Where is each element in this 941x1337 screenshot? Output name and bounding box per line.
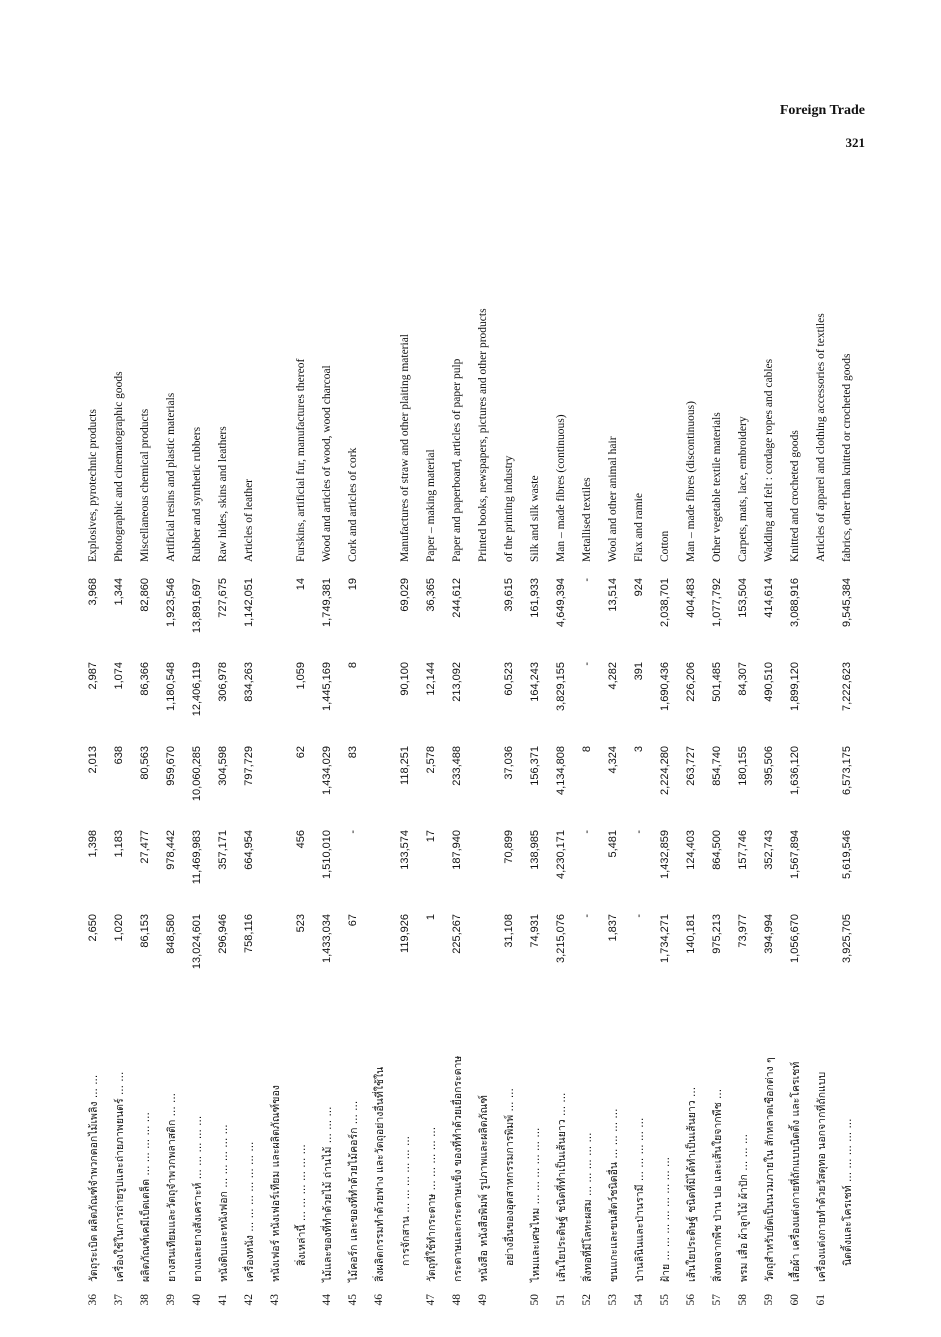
row-code: 57 — [711, 1294, 723, 1306]
thai-description: วัตถุสำหรับยัดเป็นนวมภายใน สักหลาดเชือกต่าง ๆ — [763, 1057, 776, 1282]
thai-description: อย่างอื่นของอุตสาหกรรมการพิมพ์ ... ... — [503, 1088, 516, 1266]
value-cell: 80,563 — [139, 746, 151, 780]
table-row — [600, 180, 626, 1320]
value-cell: 1,074 — [113, 662, 125, 690]
table-row — [730, 180, 756, 1320]
table-row — [418, 180, 444, 1320]
row-code: 56 — [685, 1294, 697, 1306]
value-cell: 8 — [581, 746, 593, 753]
thai-description: กระดาษและกระดาษแข็ง ของที่ทำด้วยเยื่อกระดาษ — [451, 1055, 464, 1282]
value-cell — [366, 658, 392, 742]
table-row — [782, 180, 808, 1320]
english-description: fabrics, other than knitted or crocheted goods — [841, 353, 853, 562]
thai-description: หนังเฟอร์ หนังเฟอร์เทียม และผลิตภัณฑ์ของ — [269, 1085, 282, 1282]
value-cell: 153,504 — [737, 578, 749, 618]
value-cell: 17 — [425, 830, 437, 843]
value-cell: 161,933 — [529, 578, 541, 618]
table-row — [236, 180, 262, 1320]
value-cell: 975,213 — [711, 914, 723, 954]
value-cell — [470, 574, 496, 658]
english-description: Miscellaneous chemical products — [139, 408, 151, 562]
table-row — [548, 180, 574, 1320]
value-cell: 414,614 — [763, 578, 775, 618]
value-cell: 2,987 — [87, 662, 99, 690]
table-row — [652, 180, 678, 1320]
value-cell: 37,036 — [503, 746, 515, 780]
value-cell — [470, 826, 496, 910]
thai-description: หนังดิบและหนังฟอก ... ... ... ... ... — [217, 1124, 230, 1282]
thai-description: เครื่องใช้ในการถ่ายรูปและถ่ายภาพยนตร์ ... ... — [113, 1071, 126, 1282]
thai-description: หนังสือ หนังสือพิมพ์ รูปภาพและผลิตภัณฑ์ — [477, 1095, 490, 1282]
value-cell: 13,514 — [607, 578, 619, 612]
thai-description: สิ่งผลิตกรรมทำด้วยฟาง และวัตถุอย่างอื่นที่ใช้ใน — [373, 1066, 386, 1282]
table-row — [626, 180, 652, 1320]
value-cell: 4,324 — [607, 746, 619, 774]
table-row — [704, 180, 730, 1320]
value-cell: 36,365 — [425, 578, 437, 612]
value-cell: 352,743 — [763, 830, 775, 870]
value-cell: 2,013 — [87, 746, 99, 774]
value-cell: 84,307 — [737, 662, 749, 696]
value-cell: 727,675 — [217, 578, 229, 618]
english-description: Furskins, artificial fur, manufactures thereof — [295, 358, 307, 562]
row-code: 43 — [269, 1294, 281, 1306]
value-cell: 4,230,171 — [555, 830, 567, 879]
thai-description: เส้นใยประดิษฐ์ ชนิดที่ทำเป็นเส้นยาว ... ... — [555, 1092, 568, 1282]
thai-description: เครื่องหนัง ... ... ... ... ... ... ... — [243, 1141, 256, 1282]
english-description: Flax and ramie — [633, 493, 645, 562]
page-number: 321 — [845, 135, 865, 150]
value-cell: 864,500 — [711, 830, 723, 870]
row-code: 44 — [321, 1294, 333, 1306]
value-cell — [262, 658, 288, 742]
value-cell: 4,282 — [607, 662, 619, 690]
row-code: 38 — [139, 1294, 151, 1306]
value-cell: 4,649,394 — [555, 578, 567, 627]
table-row — [158, 180, 184, 1320]
foreign-trade-table — [80, 180, 860, 1320]
value-cell: 1,344 — [113, 578, 125, 606]
table-row — [340, 180, 366, 1320]
value-cell: 9,545,384 — [841, 578, 853, 627]
value-cell: 124,403 — [685, 830, 697, 870]
value-cell: 213,092 — [451, 662, 463, 702]
value-cell: 11,469,983 — [191, 830, 203, 885]
value-cell: 138,985 — [529, 830, 541, 870]
value-cell: 959,670 — [165, 746, 177, 786]
table-row — [756, 180, 782, 1320]
value-cell: 1,432,859 — [659, 830, 671, 879]
value-cell — [366, 574, 392, 658]
thai-description: ป่านลินินและป่านรามี ... ... ... ... ... — [633, 1117, 646, 1282]
row-code: 54 — [633, 1294, 645, 1306]
value-cell: 90,100 — [399, 662, 411, 696]
english-description: Wadding and felt : cordage ropes and cables — [763, 358, 775, 562]
value-cell: 74,931 — [529, 914, 541, 948]
value-cell: 3,968 — [87, 578, 99, 606]
value-cell: 12,406,119 — [191, 662, 203, 717]
value-cell: 156,371 — [529, 746, 541, 786]
row-code: 40 — [191, 1294, 203, 1306]
value-cell: 306,978 — [217, 662, 229, 702]
value-cell: - — [633, 914, 645, 918]
row-code: 46 — [373, 1294, 385, 1306]
table-row — [574, 180, 600, 1320]
row-code — [496, 1286, 522, 1320]
value-cell: 244,612 — [451, 578, 463, 618]
value-cell: 456 — [295, 830, 307, 849]
value-cell: 664,954 — [243, 830, 255, 870]
value-cell: 226,206 — [685, 662, 697, 702]
row-code — [834, 1286, 860, 1320]
english-description: Explosives, pyrotechnic products — [87, 409, 99, 562]
value-cell — [366, 742, 392, 826]
english-description: Metallised textiles — [581, 477, 593, 562]
table-row — [496, 180, 522, 1320]
row-code: 55 — [659, 1294, 671, 1306]
table-row — [678, 180, 704, 1320]
english-description: Raw hides, skins and leathers — [217, 426, 229, 562]
thai-description: สิ่งทอที่มีโลหะผสม ... ... ... ... ... — [581, 1132, 594, 1282]
thai-description: ไม้คอร์ก และของที่ทำด้วยไม้คอร์ก ... ... — [347, 1100, 360, 1282]
thai-description: วัตถุที่ใช้ทำกระดาษ ... ... ... ... ... — [425, 1126, 438, 1282]
value-cell: 62 — [295, 746, 307, 759]
value-cell: 8 — [347, 662, 359, 669]
value-cell: 1,636,120 — [789, 746, 801, 795]
value-cell: 1,398 — [87, 830, 99, 858]
value-cell: 69,029 — [399, 578, 411, 612]
row-code: 59 — [763, 1294, 775, 1306]
value-cell — [470, 658, 496, 742]
value-cell: 1,433,034 — [321, 914, 333, 963]
value-cell: 6,573,175 — [841, 746, 853, 795]
value-cell: 2,650 — [87, 914, 99, 942]
value-cell: 83 — [347, 746, 359, 759]
table-row — [444, 180, 470, 1320]
value-cell: 638 — [113, 746, 125, 765]
table-row — [184, 180, 210, 1320]
row-code: 41 — [217, 1294, 229, 1306]
value-cell: 119,926 — [399, 914, 411, 953]
value-cell: 3,215,076 — [555, 914, 567, 963]
value-cell: 924 — [633, 578, 645, 597]
row-code: 42 — [243, 1294, 255, 1306]
value-cell: 39,615 — [503, 578, 515, 612]
english-description: Carpets, mats, lace, embroidery — [737, 416, 749, 562]
thai-description: ไม้และของที่ทำด้วยไม้ ถ่านไม้ ... ... ... — [321, 1106, 334, 1282]
value-cell: 391 — [633, 662, 645, 681]
value-cell: 1,059 — [295, 662, 307, 690]
value-cell — [808, 742, 834, 826]
value-cell: 2,224,280 — [659, 746, 671, 795]
row-code: 47 — [425, 1294, 437, 1306]
table-row — [132, 180, 158, 1320]
table-row — [262, 180, 288, 1320]
value-cell — [808, 910, 834, 994]
value-cell: 19 — [347, 578, 359, 591]
value-cell: 13,024,601 — [191, 914, 203, 970]
value-cell: 5,619,546 — [841, 830, 853, 879]
value-cell: 70,899 — [503, 830, 515, 864]
value-cell: 1 — [425, 914, 437, 921]
value-cell: 157,746 — [737, 830, 749, 870]
value-cell: 10,060,285 — [191, 746, 203, 802]
value-cell: 7,222,623 — [841, 662, 853, 711]
table-row — [288, 180, 314, 1320]
row-code: 50 — [529, 1294, 541, 1306]
english-description: of the printing industry — [503, 455, 515, 562]
english-description: Printed books, newspapers, pictures and other products — [477, 308, 489, 562]
english-description: Wool and other animal hair — [607, 436, 619, 562]
value-cell: 12,144 — [425, 662, 437, 696]
value-cell: 3,829,155 — [555, 662, 567, 711]
value-cell: 357,171 — [217, 830, 229, 870]
thai-description: ไหมและเศษไหม ... ... ... ... ... ... — [529, 1127, 542, 1282]
row-code: 58 — [737, 1294, 749, 1306]
value-cell: - — [581, 914, 593, 918]
english-description: Cotton — [659, 530, 671, 562]
value-cell: 118,251 — [399, 746, 411, 785]
value-cell: - — [581, 662, 593, 666]
english-description: Wood and articles of wood, wood charcoal — [321, 365, 333, 562]
value-cell: 394,994 — [763, 914, 775, 954]
page-header-title: Foreign Trade — [779, 103, 865, 118]
value-cell: 1,734,271 — [659, 914, 671, 963]
table-row — [366, 180, 392, 1320]
row-code: 39 — [165, 1294, 177, 1306]
value-cell: 180,155 — [737, 746, 749, 786]
value-cell: 848,580 — [165, 914, 177, 954]
english-description: Rubber and synthetic rubbers — [191, 426, 203, 562]
value-cell: 304,598 — [217, 746, 229, 786]
thai-description: เส้นใยประดิษฐ์ ชนิดที่มิได้ทำเป็นเส้นยาว ... — [685, 1086, 698, 1282]
row-code: 52 — [581, 1294, 593, 1306]
row-code: 48 — [451, 1294, 463, 1306]
thai-description: ยางสนเทียมและวัตถุจำพวกพลาสติก ... ... — [165, 1092, 178, 1282]
thai-description: การจักสาน ... ... ... ... ... ... — [399, 1136, 412, 1266]
value-cell — [262, 826, 288, 910]
english-description: Photographic and cinematographic goods — [113, 371, 125, 562]
value-cell: 13,891,697 — [191, 578, 203, 634]
table-row — [106, 180, 132, 1320]
table-row — [314, 180, 340, 1320]
value-cell: 1,142,051 — [243, 578, 255, 627]
value-cell — [262, 742, 288, 826]
table-row — [470, 180, 496, 1320]
value-cell — [366, 826, 392, 910]
value-cell: 82,860 — [139, 578, 151, 612]
value-cell: 404,483 — [685, 578, 697, 618]
value-cell: 501,485 — [711, 662, 723, 702]
value-cell: 1,510,010 — [321, 830, 333, 879]
value-cell: 3,925,705 — [841, 914, 853, 963]
row-code: 49 — [477, 1294, 489, 1306]
thai-description: วัตถุระเบิด ผลิตภัณฑ์จำพวกดอกไม้เพลิง ... ... — [87, 1074, 100, 1282]
value-cell: 1,899,120 — [789, 662, 801, 711]
value-cell: 27,477 — [139, 830, 151, 864]
value-cell: 233,488 — [451, 746, 463, 786]
value-cell: 1,434,029 — [321, 746, 333, 795]
value-cell: 140,181 — [685, 914, 697, 954]
thai-description: นิตติ้งและโครเชท์ ... ... ... ... ... — [841, 1118, 854, 1266]
value-cell: - — [633, 830, 645, 834]
value-cell: 490,510 — [763, 662, 775, 702]
thai-description: สิ่งเหล่านี้ ... ... ... ... ... ... — [295, 1144, 308, 1266]
value-cell: 1,020 — [113, 914, 125, 942]
english-description: Man – made fibres (continuous) — [555, 414, 567, 562]
value-cell: 133,574 — [399, 830, 411, 870]
value-cell: 1,923,546 — [165, 578, 177, 627]
value-cell: 3 — [633, 746, 645, 753]
english-description: Silk and silk waste — [529, 475, 541, 562]
row-code — [392, 1286, 418, 1320]
row-code: 45 — [347, 1294, 359, 1306]
value-cell: 523 — [295, 914, 307, 933]
thai-description: พรม เสื่อ ผ้าลูกไม้ ผ้าปัก ... ... ... — [737, 1134, 750, 1282]
value-cell: 978,442 — [165, 830, 177, 870]
row-code: 36 — [87, 1294, 99, 1306]
english-description: Cork and articles of cork — [347, 447, 359, 562]
table-row — [808, 180, 834, 1320]
value-cell — [808, 826, 834, 910]
value-cell: 2,578 — [425, 746, 437, 774]
thai-description: ฝ้าย ... ... ... ... ... ... ... ... — [659, 1156, 672, 1282]
english-description — [262, 180, 288, 574]
value-cell — [808, 658, 834, 742]
row-code: 60 — [789, 1294, 801, 1306]
value-cell: - — [347, 830, 359, 834]
value-cell: 86,153 — [139, 914, 151, 948]
value-cell: 14 — [295, 578, 307, 591]
value-cell: 834,263 — [243, 662, 255, 702]
row-code: 53 — [607, 1294, 619, 1306]
english-description: Paper – making material — [425, 449, 437, 562]
value-cell: 31,108 — [503, 914, 515, 948]
thai-description: ยางและยางสังเคราะห์ ... ... ... ... ... — [191, 1115, 204, 1282]
english-description: Artificial resins and plastic materials — [165, 392, 177, 562]
english-description: Articles of leather — [243, 478, 255, 562]
value-cell: 67 — [347, 914, 359, 927]
value-cell: 1,077,792 — [711, 578, 723, 627]
value-cell: - — [581, 578, 593, 582]
english-description: Articles of apparel and clothing accessories of textiles — [815, 313, 827, 562]
row-code: 51 — [555, 1294, 567, 1306]
value-cell: 854,740 — [711, 746, 723, 786]
english-description: Man – made fibres (discontinuous) — [685, 401, 697, 562]
english-description: Paper and paperboard, articles of paper pulp — [451, 358, 463, 562]
thai-description: ขนแกะและขนสัตว์ชนิดอื่น ... ... ... ... — [607, 1108, 620, 1282]
thai-description: สิ่งทอจากพืช ป่าน ปอ และเส้นใยจากพืช ... — [711, 1088, 724, 1282]
value-cell — [262, 910, 288, 994]
rotated-table-container — [80, 180, 860, 1320]
value-cell: 225,267 — [451, 914, 463, 954]
value-cell — [470, 910, 496, 994]
value-cell: 1,056,670 — [789, 914, 801, 963]
value-cell: 3,088,916 — [789, 578, 801, 627]
value-cell: - — [581, 830, 593, 834]
value-cell: 73,977 — [737, 914, 749, 948]
thai-description: เสื้อผ้า เครื่องแต่งกายที่ถักแบบนิตติ้ง และโครเชท์ — [789, 1061, 802, 1282]
value-cell: 1,180,548 — [165, 662, 177, 711]
table-row — [392, 180, 418, 1320]
value-cell: 758,116 — [243, 914, 255, 953]
table-body — [80, 180, 860, 1320]
value-cell — [808, 574, 834, 658]
value-cell: 1,567,894 — [789, 830, 801, 879]
value-cell: 1,445,169 — [321, 662, 333, 711]
value-cell: 1,749,381 — [321, 578, 333, 627]
english-description — [366, 180, 392, 574]
table-row — [522, 180, 548, 1320]
value-cell: 187,940 — [451, 830, 463, 870]
row-code: 37 — [113, 1294, 125, 1306]
value-cell: 1,183 — [113, 830, 125, 858]
value-cell: 2,038,701 — [659, 578, 671, 627]
value-cell: 86,366 — [139, 662, 151, 696]
table-row — [80, 180, 106, 1320]
value-cell — [366, 910, 392, 994]
thai-description: เครื่องแต่งกายทำด้วยวัสดุทอ นอกจากที่ถักแบบ — [815, 1071, 828, 1282]
value-cell: 60,523 — [503, 662, 515, 696]
value-cell: 5,481 — [607, 830, 619, 858]
value-cell: 1,837 — [607, 914, 619, 942]
value-cell: 164,243 — [529, 662, 541, 702]
value-cell: 1,690,436 — [659, 662, 671, 711]
value-cell: 797,729 — [243, 746, 255, 786]
table-row — [834, 180, 860, 1320]
value-cell: 296,946 — [217, 914, 229, 954]
value-cell — [262, 574, 288, 658]
english-description: Other vegetable textile materials — [711, 412, 723, 562]
value-cell: 395,506 — [763, 746, 775, 786]
row-code: 61 — [815, 1294, 827, 1306]
english-description: Manufactures of straw and other plaiting material — [399, 333, 411, 562]
table-row — [210, 180, 236, 1320]
row-code — [288, 1286, 314, 1320]
english-description: Knitted and crocheted goods — [789, 430, 801, 562]
value-cell: 4,134,808 — [555, 746, 567, 795]
value-cell — [470, 742, 496, 826]
thai-description: ผลิตภัณฑ์เคมีเบ็ดเตล็ด ... ... ... ... ... — [139, 1112, 152, 1282]
value-cell: 263,727 — [685, 746, 697, 786]
